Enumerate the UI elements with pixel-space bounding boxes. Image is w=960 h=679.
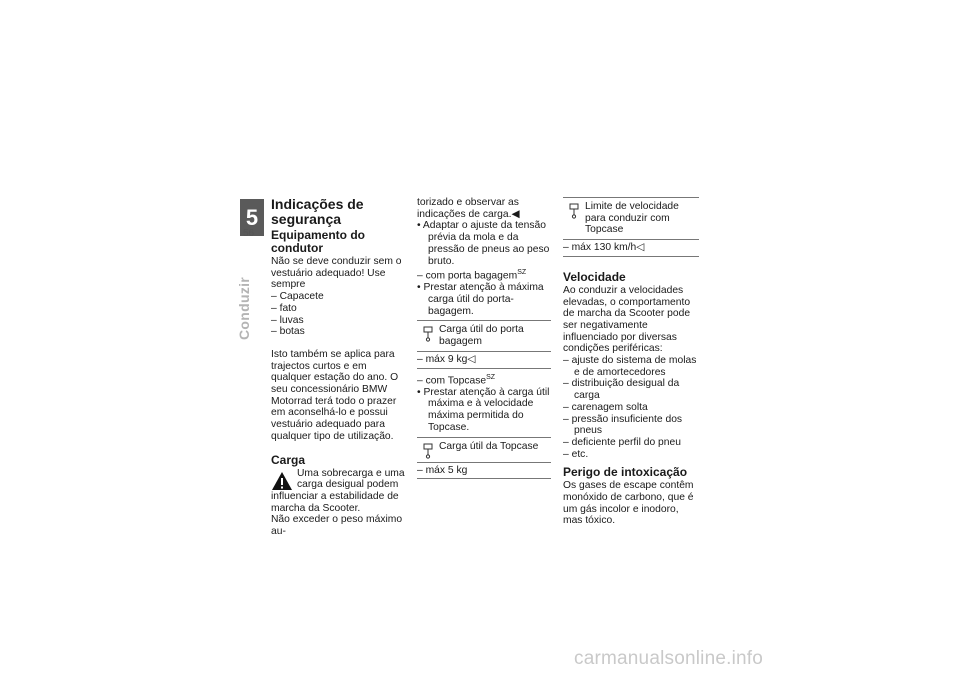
chapter-number: 5 xyxy=(245,205,259,230)
list-item: – Capacete xyxy=(271,291,324,303)
velocidade-intro: Ao conduzir a velocidades elevadas, o comportamento de marcha da Scooter pode ser negativamente influenciado por diversas condições periféricas: xyxy=(563,284,691,355)
spec-box-topcase xyxy=(417,437,551,480)
bullet-item: • Prestar atenção à carga útil máxima e à velocidade máxima permitida do Topcase. xyxy=(417,386,550,433)
heading-equipment: Equipamento do condutor xyxy=(271,228,365,255)
column-2 xyxy=(417,197,551,482)
column-3 xyxy=(563,197,699,527)
box-value: – máx 130 km/h◁ xyxy=(563,242,645,254)
box-title: Carga útil do porta bagagem xyxy=(439,324,524,348)
equipment-paragraph: Isto também se aplica para trajectos curtos e em qualquer estação do ano. O seu concessionário BMW Motorrad terá todo o prazer em aconselhá-lo e possui vestuário adequado para qualquer tipo de utilização. xyxy=(271,348,399,442)
box-value: – máx 9 kg◁ xyxy=(417,353,476,365)
page-title: Indicações de segurança xyxy=(271,196,364,227)
continuation-text: torizado e observar as indicações de carga.◀ xyxy=(417,197,520,220)
equipment-intro: Não se deve conduzir sem o vestuário adequado! Use sempre xyxy=(271,256,402,291)
list-item: – luvas xyxy=(271,314,304,326)
list-item: – distribuição desigual da carga xyxy=(563,378,680,402)
box-title: Limite de velocidade para conduzir com Topcase xyxy=(585,201,679,236)
speed-limit-icon xyxy=(563,201,585,236)
page-number: 56 xyxy=(243,228,255,239)
column-1 xyxy=(271,197,407,538)
list-item: – etc. xyxy=(563,448,589,460)
heading-intoxicacao: Perigo de intoxicação xyxy=(563,465,688,480)
weight-icon xyxy=(417,324,439,347)
box-title: Carga útil da Topcase xyxy=(439,440,539,452)
bullet-item: • Adaptar o ajuste da tensão prévia da mola e da pressão de pneus ao peso bruto. xyxy=(417,220,550,267)
spec-box-porta-bagagem xyxy=(417,320,551,368)
chapter-sidebar-label: Conduzir xyxy=(236,276,252,340)
list-item: – carenagem solta xyxy=(563,401,648,413)
list-item: – pressão insuficiente dos pneus xyxy=(563,413,683,437)
heading-carga: Carga xyxy=(271,452,306,467)
end-mark-icon: ◀ xyxy=(511,208,520,220)
bullet-item: • Prestar atenção à máxima carga útil do porta-bagagem. xyxy=(417,282,544,317)
list-item: – fato xyxy=(271,302,297,314)
dash-item: – com porta bagagem$^{SZ}$ xyxy=(417,269,527,282)
weight-icon xyxy=(417,441,439,459)
list-item: – deficiente perfil do pneu xyxy=(563,436,681,448)
list-item: – ajuste do sistema de molas e de amortecedores xyxy=(563,355,697,378)
heading-velocidade: Velocidade xyxy=(563,269,626,284)
carga-paragraph: Não exceder o peso máximo au- xyxy=(271,514,403,538)
dash-item: – com Topcase$^{SZ}$ xyxy=(417,373,496,386)
box-value: – máx 5 kg xyxy=(417,464,468,476)
intoxicacao-paragraph: Os gases de escape contêm monóxido de carbono, que é um gás incolor e inodoro, mas tóxico. xyxy=(563,480,694,527)
warning-text: Uma sobrecarga e uma carga desigual podem influenciar a estabilidade de marcha da Scooter. xyxy=(271,467,405,514)
warning-icon xyxy=(271,471,293,491)
list-item: – botas xyxy=(271,326,305,338)
spec-box-speed-limit xyxy=(563,197,699,257)
watermark: carmanualsonline.info xyxy=(574,648,764,669)
